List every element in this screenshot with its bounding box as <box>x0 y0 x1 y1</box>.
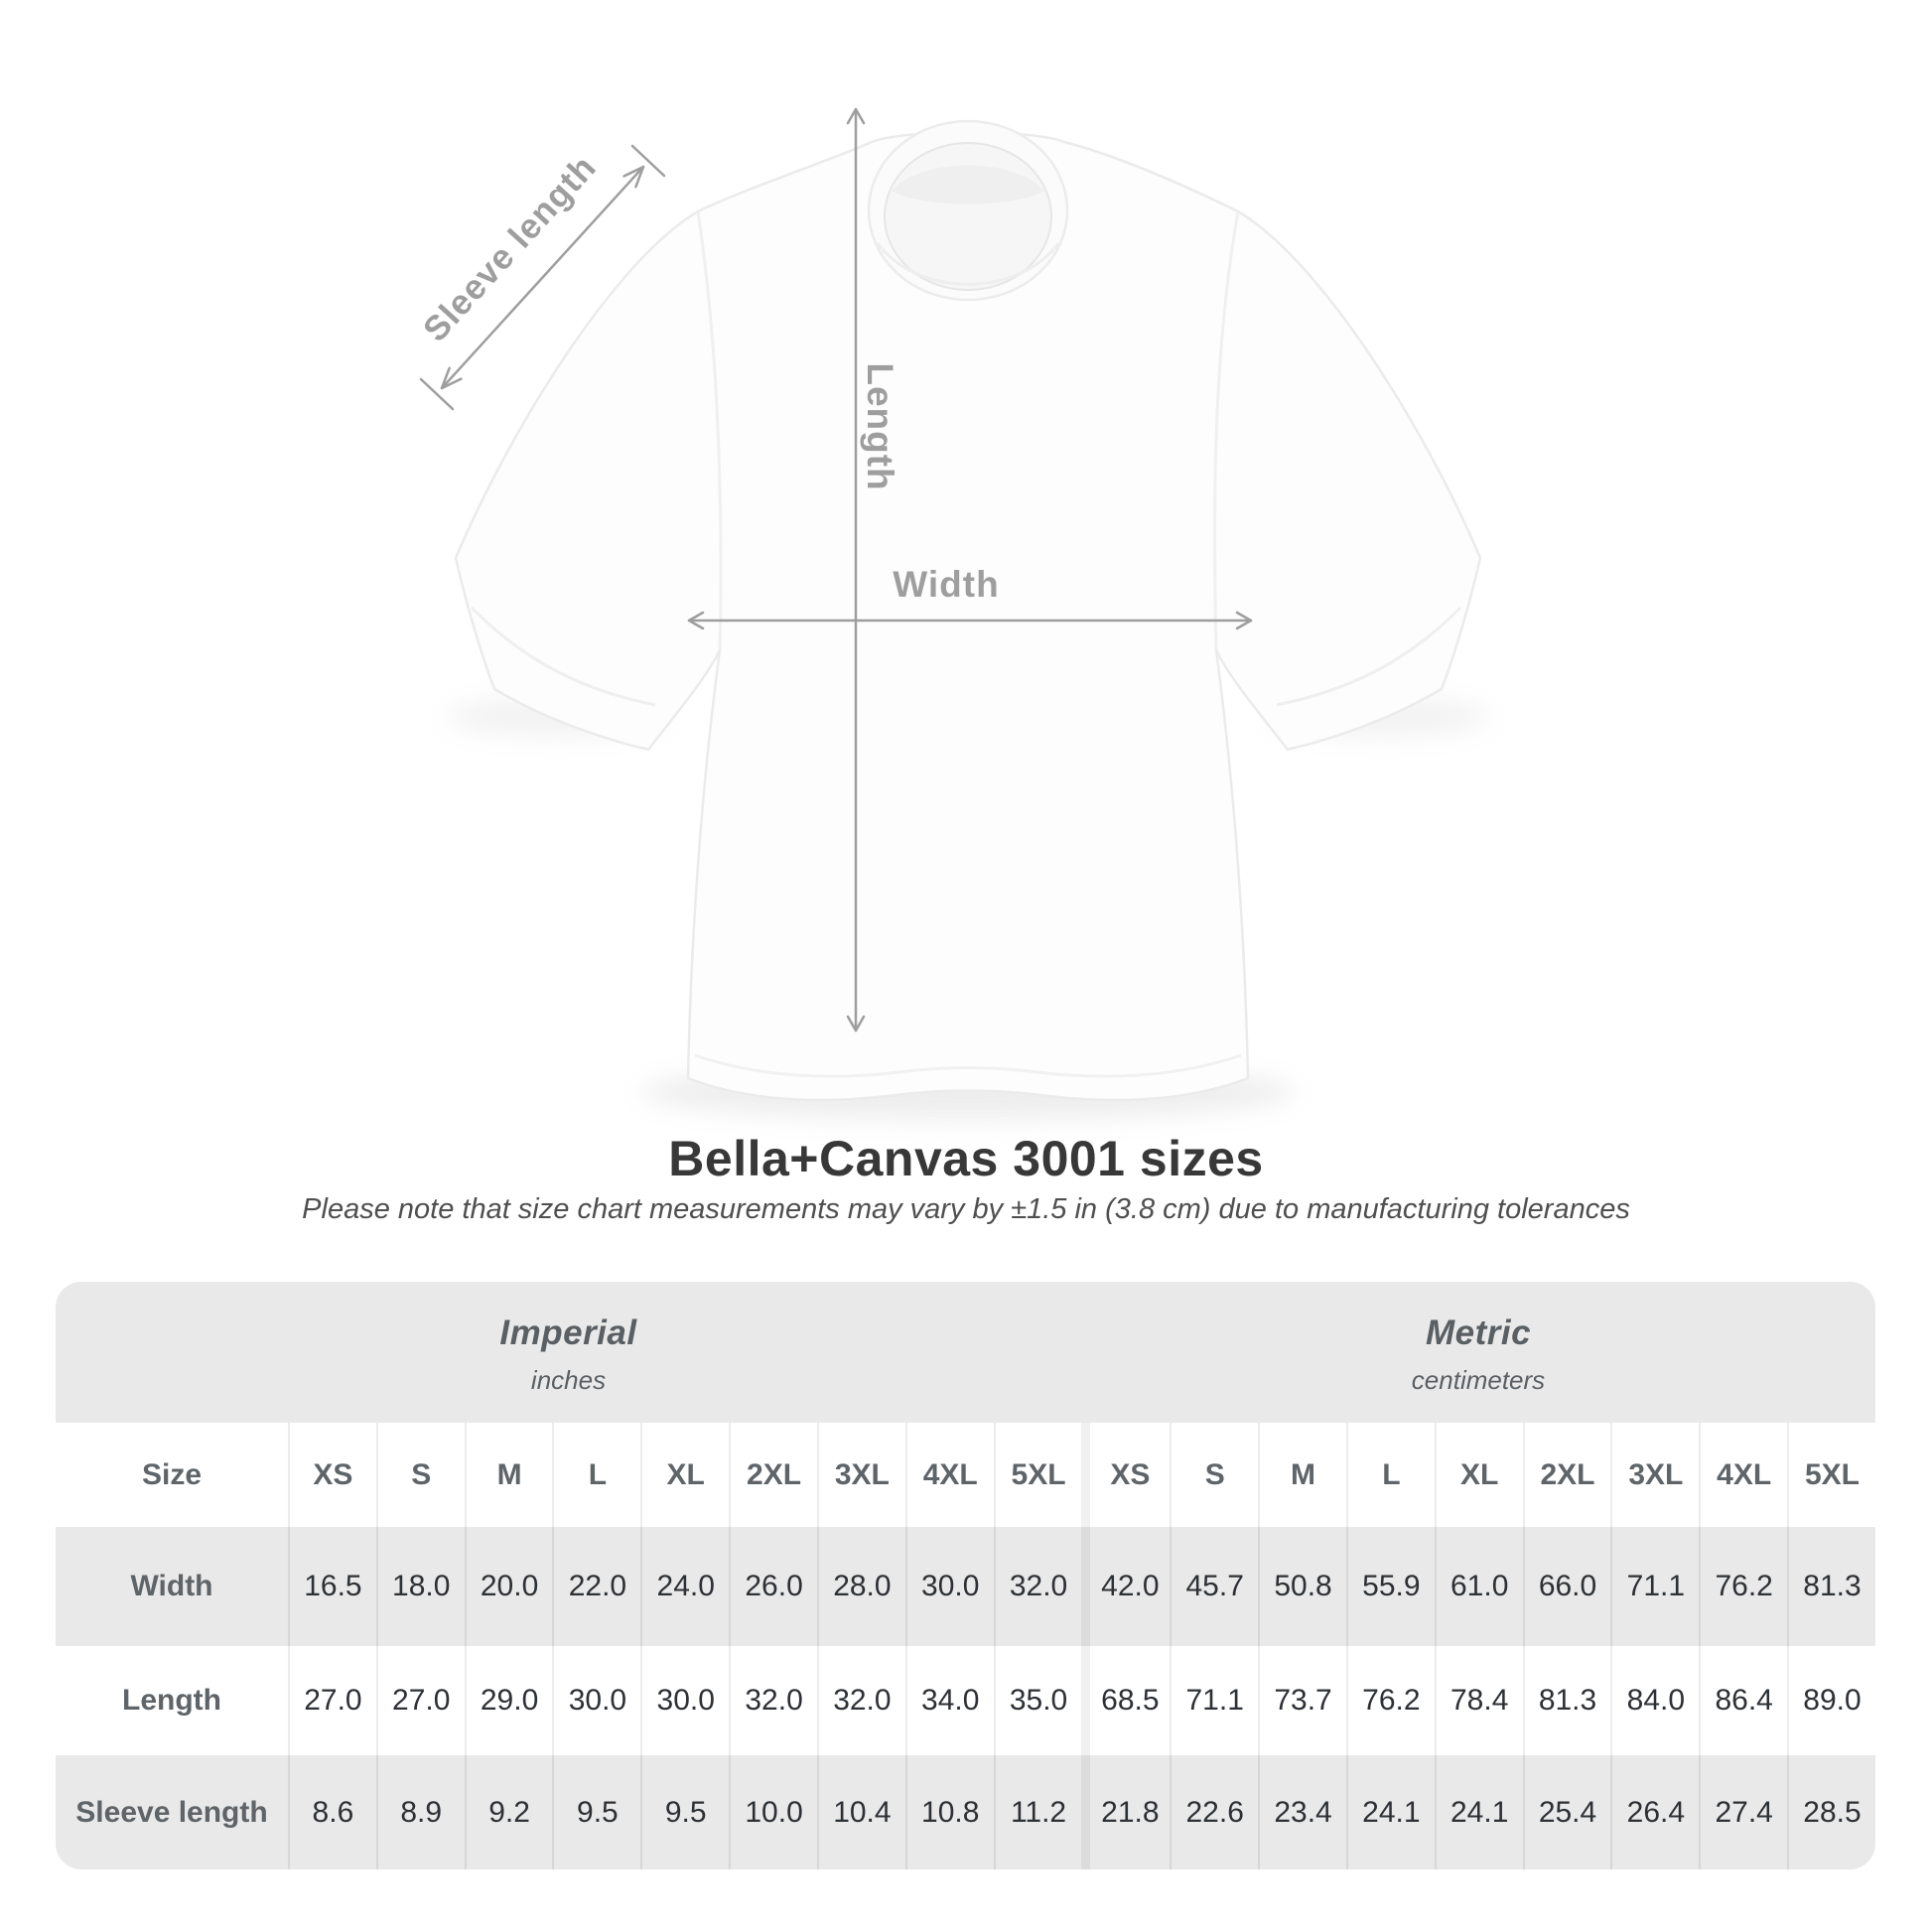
value-cell: 11.2 <box>994 1755 1082 1869</box>
value-cell: 42.0 <box>1081 1527 1170 1646</box>
value-cell: XL <box>1435 1423 1523 1527</box>
value-cell: 30.0 <box>640 1646 729 1755</box>
value-cell: 8.9 <box>376 1755 465 1869</box>
value-cell: 22.6 <box>1170 1755 1258 1869</box>
value-cell: 27.4 <box>1699 1755 1787 1869</box>
value-cell: 50.8 <box>1258 1527 1346 1646</box>
value-cell: 4XL <box>905 1423 994 1527</box>
value-cell: 9.5 <box>640 1755 729 1869</box>
value-cell: XS <box>288 1423 376 1527</box>
value-cell: 5XL <box>1787 1423 1875 1527</box>
row-label: Size <box>141 1457 203 1491</box>
value-cell: 45.7 <box>1170 1527 1258 1646</box>
value-cell: S <box>376 1423 465 1527</box>
value-cell: 10.0 <box>729 1755 817 1869</box>
value-cell: 78.4 <box>1435 1646 1523 1755</box>
metric-label: Metric <box>1425 1312 1532 1352</box>
value-cell: 27.0 <box>376 1646 465 1755</box>
imperial-group-header <box>56 1282 1081 1423</box>
value-cell: 32.0 <box>729 1646 817 1755</box>
row-label: Length <box>122 1684 221 1717</box>
imperial-label: Imperial <box>499 1312 637 1352</box>
value-cell: 16.5 <box>288 1527 376 1646</box>
value-cell: 26.4 <box>1610 1755 1699 1869</box>
value-cell: 71.1 <box>1170 1646 1258 1755</box>
value-cell: 34.0 <box>905 1646 994 1755</box>
value-cell: M <box>1258 1423 1346 1527</box>
width-label: Width <box>893 564 1000 605</box>
page-title: Bella+Canvas 3001 sizes <box>668 1131 1264 1186</box>
value-cell: 9.2 <box>465 1755 553 1869</box>
value-cell: 61.0 <box>1435 1527 1523 1646</box>
value-cell: 81.3 <box>1787 1527 1875 1646</box>
value-cell: 18.0 <box>376 1527 465 1646</box>
row-label: Width <box>130 1570 213 1602</box>
value-cell: 24.1 <box>1346 1755 1435 1869</box>
value-cell: 10.4 <box>817 1755 905 1869</box>
value-cell: 21.8 <box>1081 1755 1170 1869</box>
value-cell: 32.0 <box>994 1527 1082 1646</box>
value-cell: 66.0 <box>1523 1527 1611 1646</box>
collar-opening <box>885 143 1051 290</box>
value-cell: 3XL <box>817 1423 905 1527</box>
value-cell: 20.0 <box>465 1527 553 1646</box>
value-cell: 24.0 <box>640 1527 729 1646</box>
value-cell: 27.0 <box>288 1646 376 1755</box>
value-cell: XL <box>640 1423 729 1527</box>
row-label: Sleeve length <box>75 1795 268 1829</box>
value-cell: 35.0 <box>994 1646 1082 1755</box>
value-cell: 81.3 <box>1523 1646 1611 1755</box>
value-cell: 55.9 <box>1346 1527 1435 1646</box>
value-cell: L <box>1346 1423 1435 1527</box>
value-cell: 22.0 <box>552 1527 640 1646</box>
metric-unit: centimeters <box>1411 1364 1546 1395</box>
value-cell: 73.7 <box>1258 1646 1346 1755</box>
value-cell: 5XL <box>994 1423 1082 1527</box>
length-label: Length <box>860 362 901 491</box>
value-cell: 68.5 <box>1081 1646 1170 1755</box>
value-cell: 76.2 <box>1699 1527 1787 1646</box>
value-cell: 4XL <box>1699 1423 1787 1527</box>
value-cell: 2XL <box>1523 1423 1611 1527</box>
value-cell: 32.0 <box>817 1646 905 1755</box>
table-row <box>56 1527 1875 1646</box>
imperial-unit: inches <box>530 1364 607 1395</box>
value-cell: 9.5 <box>552 1755 640 1869</box>
size-table <box>56 1282 1875 1869</box>
tolerance-note: Please note that size chart measurements may vary by ±1.5 in (3.8 cm) due to manufacturing tolerances <box>302 1193 1630 1225</box>
value-cell: 29.0 <box>465 1646 553 1755</box>
table-row <box>56 1646 1875 1755</box>
sleeve-length-label: Sleeve length <box>415 147 605 349</box>
value-cell: 25.4 <box>1523 1755 1611 1869</box>
value-cell: 30.0 <box>552 1646 640 1755</box>
value-cell: 26.0 <box>729 1527 817 1646</box>
value-cell: 28.0 <box>817 1527 905 1646</box>
unit-group-header <box>56 1282 1875 1423</box>
value-cell: 24.1 <box>1435 1755 1523 1869</box>
table-row <box>56 1755 1875 1869</box>
value-cell: 89.0 <box>1787 1646 1875 1755</box>
value-cell: 10.8 <box>905 1755 994 1869</box>
value-cell: M <box>465 1423 553 1527</box>
metric-group-header <box>1081 1282 1875 1423</box>
value-cell: 86.4 <box>1699 1646 1787 1755</box>
value-cell: 30.0 <box>905 1527 994 1646</box>
value-cell: 8.6 <box>288 1755 376 1869</box>
size-header-row <box>56 1423 1875 1527</box>
value-cell: XS <box>1081 1423 1170 1527</box>
table-rows <box>56 1423 1875 1869</box>
value-cell: 76.2 <box>1346 1646 1435 1755</box>
value-cell: 2XL <box>729 1423 817 1527</box>
value-cell: S <box>1170 1423 1258 1527</box>
value-cell: 84.0 <box>1610 1646 1699 1755</box>
value-cell: 23.4 <box>1258 1755 1346 1869</box>
value-cell: L <box>552 1423 640 1527</box>
value-cell: 3XL <box>1610 1423 1699 1527</box>
value-cell: 28.5 <box>1787 1755 1875 1869</box>
value-cell: 71.1 <box>1610 1527 1699 1646</box>
